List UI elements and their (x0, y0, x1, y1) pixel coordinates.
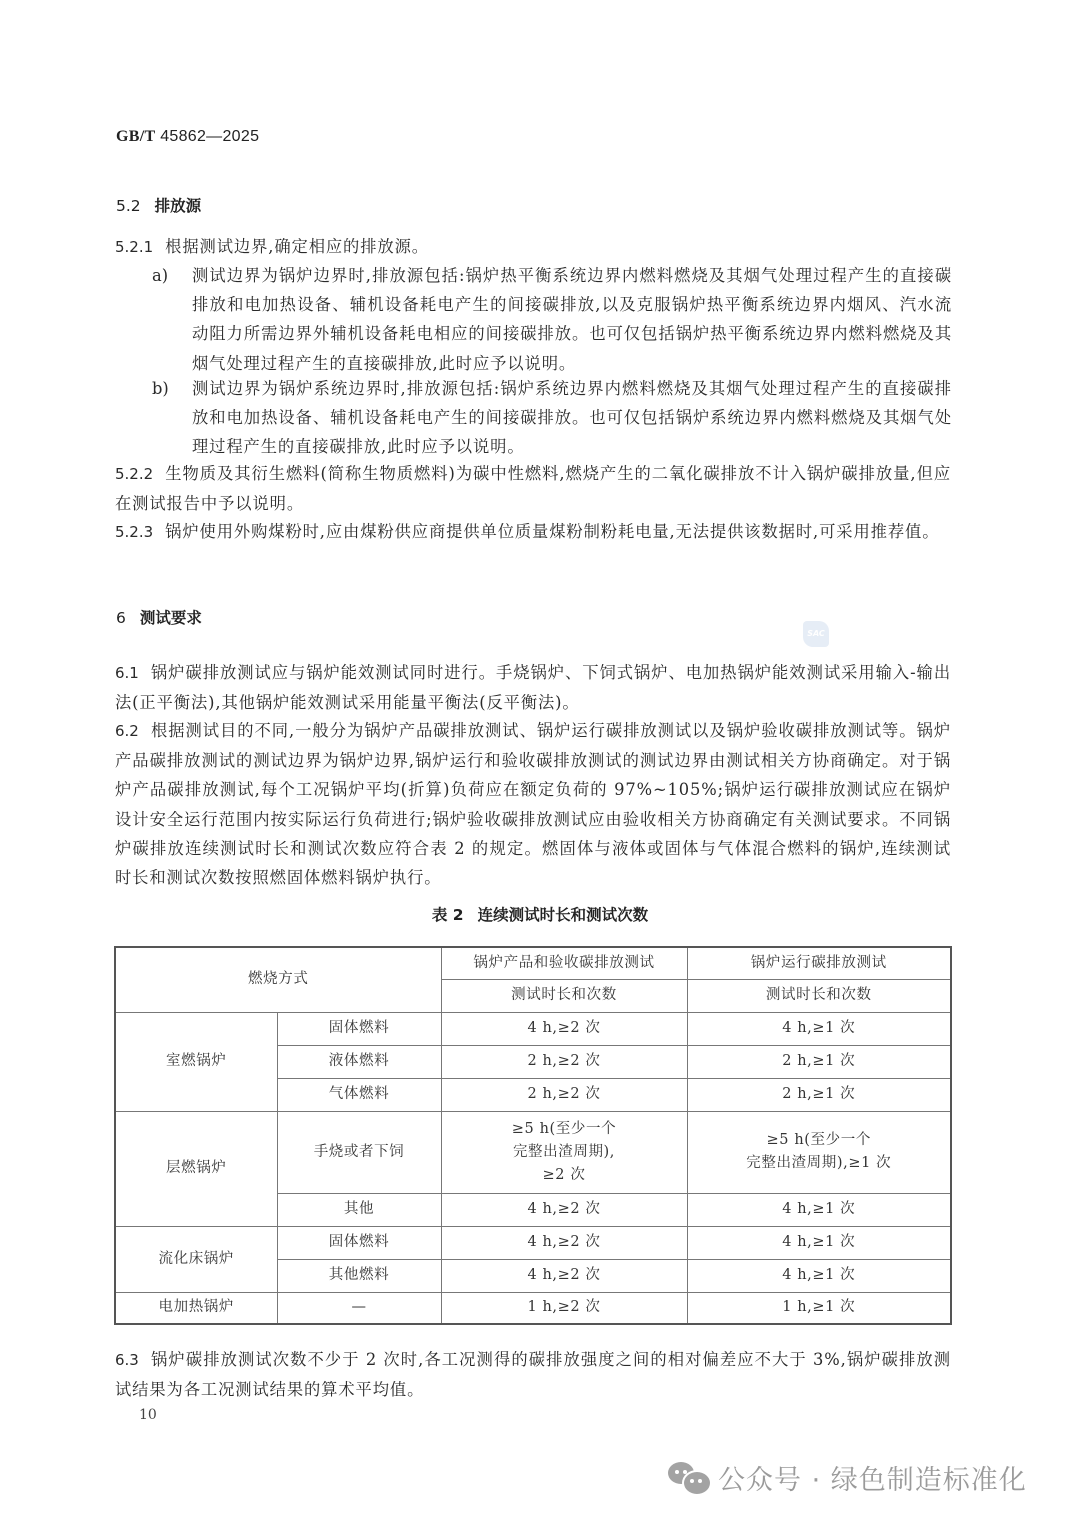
fuel-type: 其他燃料 (277, 1259, 441, 1292)
fuel-type: 固体燃料 (277, 1012, 441, 1045)
section-heading-5-2: 5.2 排放源 (116, 197, 202, 215)
table-row (115, 1012, 951, 1045)
product-value: ≥5 h(至少一个 完整出渣周期), ≥2 次 (441, 1111, 687, 1193)
operation-value: 4 h,≥1 次 (687, 1012, 951, 1045)
sac-logo: SAC (803, 621, 829, 647)
subheader-product: 测试时长和次数 (441, 979, 687, 1012)
wechat-icon (668, 1460, 710, 1494)
operation-value: ≥5 h(至少一个 完整出渣周期),≥1 次 (687, 1111, 951, 1193)
subheader-operation: 测试时长和次数 (687, 979, 951, 1012)
operation-value: 4 h,≥1 次 (687, 1259, 951, 1292)
page-number: 10 (139, 1407, 157, 1423)
clause-6-3: 6.3 锅炉碳排放测试次数不少于 2 次时,各工况测得的碳排放强度之间的相对偏差应不大于 3%,锅炉碳排放测试结果为各工况测试结果的算术平均值。 (115, 1350, 951, 1400)
watermark-text: 公众号 · 绿色制造标准化 (718, 1464, 1027, 1496)
standard-prefix: GB/T (116, 128, 156, 145)
fuel-type: 手烧或者下饲 (277, 1111, 441, 1193)
list-item-a: a) 测试边界为锅炉边界时,排放源包括:锅炉热平衡系统边界内燃料燃烧及其烟气处理过程产生的直接碳排放和电加热设备、辅机设备耗电产生的间接碳排放,以及克服锅炉热平衡系统边界内烟风、汽水流动阻力所需边界外辅机设备耗电相应的间接碳排放。也可仅包括锅炉热平衡系统边界内燃料燃烧及其烟气处理过程产生的直接碳排放,此时应予以说明。 (152, 261, 952, 378)
operation-value: 1 h,≥1 次 (687, 1292, 951, 1324)
product-value: 2 h,≥2 次 (441, 1045, 687, 1078)
fuel-type: 其他 (277, 1193, 441, 1226)
fuel-type: 固体燃料 (277, 1226, 441, 1259)
list-label: a) (152, 266, 169, 285)
standard-number: 45862—2025 (160, 128, 260, 145)
product-value: 4 h,≥2 次 (441, 1012, 687, 1045)
operation-value: 4 h,≥1 次 (687, 1193, 951, 1226)
clause-6-2: 6.2 根据测试目的不同,一般分为锅炉产品碳排放测试、锅炉运行碳排放测试以及锅炉验收碳排放测试等。锅炉产品碳排放测试的测试边界为锅炉边界,锅炉运行和验收碳排放测试的测试边界由测试相关方协商确定。对于锅炉产品碳排放测试,每个工况锅炉平均(折算)负荷应在额定负荷的 97%~105%;锅炉运行碳排放测试应在锅炉设计安全运行范围内按实际运行负荷进行;锅炉验收碳排放测试应由验收相关方协商确定有关测试要求。不同锅炉碳排放连续测试时长和测试次数应符合表 2 的规定。燃固体与液体或固体与气体混合燃料的锅炉,连续测试时长和测试次数按照燃固体燃料锅炉执行。 (115, 721, 951, 888)
section-heading-6: 6 测试要求 (116, 609, 202, 627)
product-value: 1 h,≥2 次 (441, 1292, 687, 1324)
boiler-type: 电加热锅炉 (115, 1292, 277, 1324)
boiler-type: 层燃锅炉 (115, 1111, 277, 1226)
table-row (115, 1111, 951, 1193)
product-value: 4 h,≥2 次 (441, 1259, 687, 1292)
header-product-test: 锅炉产品和验收碳排放测试 (441, 947, 687, 979)
standard-code (116, 128, 259, 146)
operation-value: 2 h,≥1 次 (687, 1045, 951, 1078)
table-header-row (115, 947, 951, 979)
list-item-b: b) 测试边界为锅炉系统边界时,排放源包括:锅炉系统边界内燃料燃烧及其烟气处理过程产生的直接碳排放和电加热设备、辅机设备耗电产生的间接碳排放。也可仅包括锅炉系统边界内燃料燃烧及其烟气处理过程产生的直接碳排放,此时应予以说明。 (152, 374, 952, 462)
clause-5-2-1: 5.2.1 根据测试边界,确定相应的排放源。 (115, 237, 429, 256)
watermark (668, 1460, 1027, 1494)
table-row (115, 1292, 951, 1324)
fuel-type: — (277, 1292, 441, 1324)
table-caption: 表 2 连续测试时长和测试次数 (431, 906, 649, 924)
product-value: 4 h,≥2 次 (441, 1226, 687, 1259)
fuel-type: 液体燃料 (277, 1045, 441, 1078)
product-value: 2 h,≥2 次 (441, 1078, 687, 1111)
table-row (115, 1226, 951, 1259)
clause-6-1: 6.1 锅炉碳排放测试应与锅炉能效测试同时进行。手烧锅炉、下饲式锅炉、电加热锅炉能效测试采用输入-输出法(正平衡法),其他锅炉能效测试采用能量平衡法(反平衡法)。 (115, 663, 951, 713)
operation-value: 2 h,≥1 次 (687, 1078, 951, 1111)
table-test-duration (114, 946, 952, 1325)
product-value: 4 h,≥2 次 (441, 1193, 687, 1226)
header-combustion: 燃烧方式 (115, 947, 441, 1012)
clause-5-2-3: 5.2.3 锅炉使用外购煤粉时,应由煤粉供应商提供单位质量煤粉制粉耗电量,无法提供该数据时,可采用推荐值。 (115, 522, 940, 541)
boiler-type: 室燃锅炉 (115, 1012, 277, 1111)
boiler-type: 流化床锅炉 (115, 1226, 277, 1292)
list-label: b) (152, 379, 169, 398)
fuel-type: 气体燃料 (277, 1078, 441, 1111)
operation-value: 4 h,≥1 次 (687, 1226, 951, 1259)
clause-5-2-2: 5.2.2 生物质及其衍生燃料(简称生物质燃料)为碳中性燃料,燃烧产生的二氧化碳排放不计入锅炉碳排放量,但应在测试报告中予以说明。 (115, 464, 951, 514)
header-operation-test: 锅炉运行碳排放测试 (687, 947, 951, 979)
